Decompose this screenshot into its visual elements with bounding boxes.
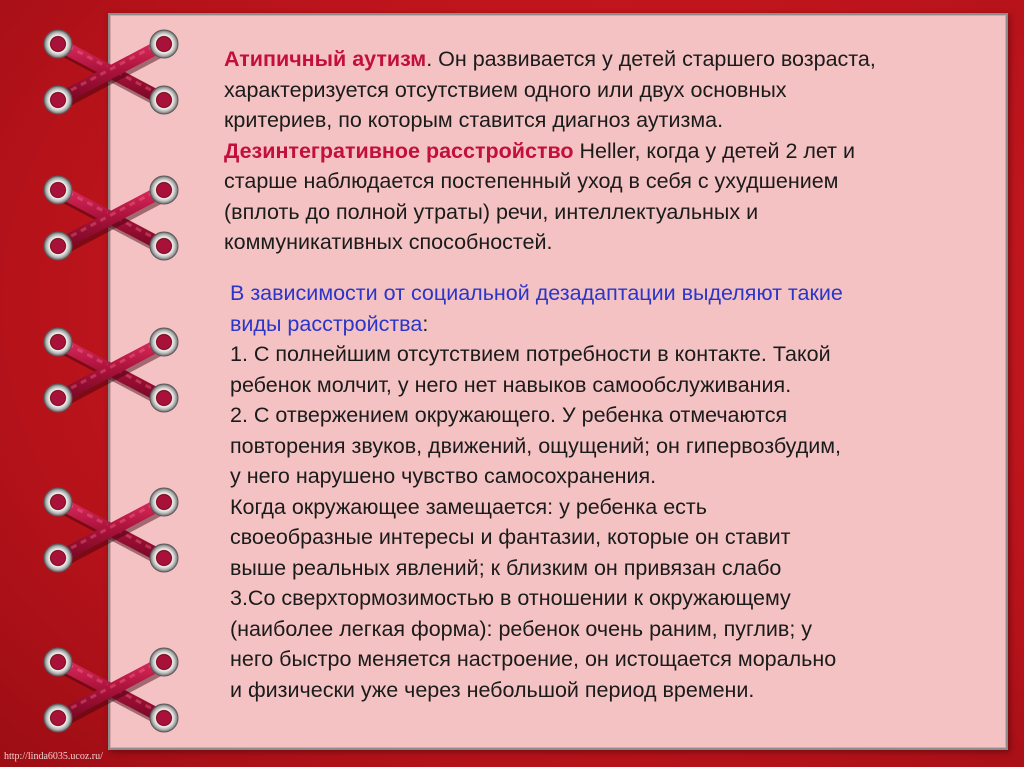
- definitions-block: [224, 44, 876, 258]
- types-line: 3.Со сверхтормозимостью в отношении к окружающему: [230, 586, 791, 610]
- grommet-hole-icon: [51, 93, 65, 107]
- grommet-hole-icon: [51, 37, 65, 51]
- grommet-hole-icon: [157, 391, 171, 405]
- grommet-hole-icon: [51, 391, 65, 405]
- grommet-hole-icon: [51, 495, 65, 509]
- term-disintegrative-disorder: Дезинтегративное расстройство: [224, 138, 574, 163]
- types-line: выше реальных явлений; к близким он привязан слабо: [230, 555, 782, 580]
- grommet-hole-icon: [157, 239, 171, 253]
- types-intro-line2: [230, 309, 843, 340]
- lace-cross-icon: [58, 499, 166, 561]
- grommet-hole-icon: [51, 335, 65, 349]
- lace-cross-icon: [58, 659, 166, 721]
- text-line: (вплоть до полной утраты) речи, интеллектуальных и: [224, 199, 759, 224]
- types-line: (наиболее легкая форма): ребенок очень раним, пуглив; у: [230, 616, 813, 641]
- grommet-hole-icon: [157, 335, 171, 349]
- types-intro-term: виды расстройства: [230, 311, 423, 336]
- grommet-hole-icon: [51, 551, 65, 565]
- grommet-hole-icon: [157, 183, 171, 197]
- grommet-hole-icon: [157, 37, 171, 51]
- grommet-hole-icon: [157, 711, 171, 725]
- types-line: у него нарушено чувство самосохранения.: [230, 464, 657, 488]
- types-line: ребенок молчит, у него нет навыков самообслуживания.: [230, 372, 792, 397]
- grommet-hole-icon: [51, 183, 65, 197]
- grommet-hole-icon: [157, 551, 171, 565]
- types-line: 2. С отвержением окружающего. У ребенка отмечаются: [230, 403, 788, 427]
- line-atypical: [224, 44, 876, 75]
- lace-cross-icon: [58, 41, 166, 103]
- types-line: 1. С полнейшим отсутствием потребности в контакте. Такой: [230, 342, 831, 366]
- text-line: коммуникативных способностей.: [224, 230, 553, 254]
- types-line: и физически уже через небольшой период времени.: [230, 677, 755, 702]
- term-atypical-autism: Атипичный аутизм: [224, 47, 427, 71]
- text-line: старше наблюдается постепенный уход в себя с ухудшением: [224, 169, 839, 193]
- laces-decoration: [0, 0, 200, 767]
- types-line: Когда окружающее замещается: у ребенка есть: [230, 494, 707, 519]
- grommet-hole-icon: [51, 711, 65, 725]
- grommet-hole-icon: [157, 93, 171, 107]
- grommet-hole-icon: [157, 495, 171, 509]
- types-line: повторения звуков, движений, ощущений; он гипервозбудим,: [230, 433, 842, 458]
- text-line: критериев, по которым ставится диагноз аутизма.: [224, 108, 724, 132]
- types-intro: В зависимости от социальной дезадаптации выделяют такие: [230, 281, 843, 305]
- source-url: http://linda6035.ucoz.ru/: [4, 751, 103, 762]
- text-line: характеризуется отсутствием одного или двух основных: [224, 77, 787, 102]
- types-intro-colon: :: [422, 311, 429, 336]
- line-disintegrative: [224, 136, 876, 167]
- grommet-hole-icon: [51, 239, 65, 253]
- grommet-hole-icon: [51, 655, 65, 669]
- lace-cross-icon: [58, 339, 166, 401]
- disintegrative-text: Heller, когда у детей 2 лет и: [573, 138, 855, 163]
- types-block: [230, 278, 843, 705]
- lace-cross-icon: [58, 187, 166, 249]
- atypical-text: . Он развивается у детей старшего возраста,: [426, 47, 876, 71]
- types-line: своеобразные интересы и фантазии, которые он ставит: [230, 525, 791, 549]
- types-line: него быстро меняется настроение, он истощается морально: [230, 647, 837, 671]
- grommet-hole-icon: [157, 655, 171, 669]
